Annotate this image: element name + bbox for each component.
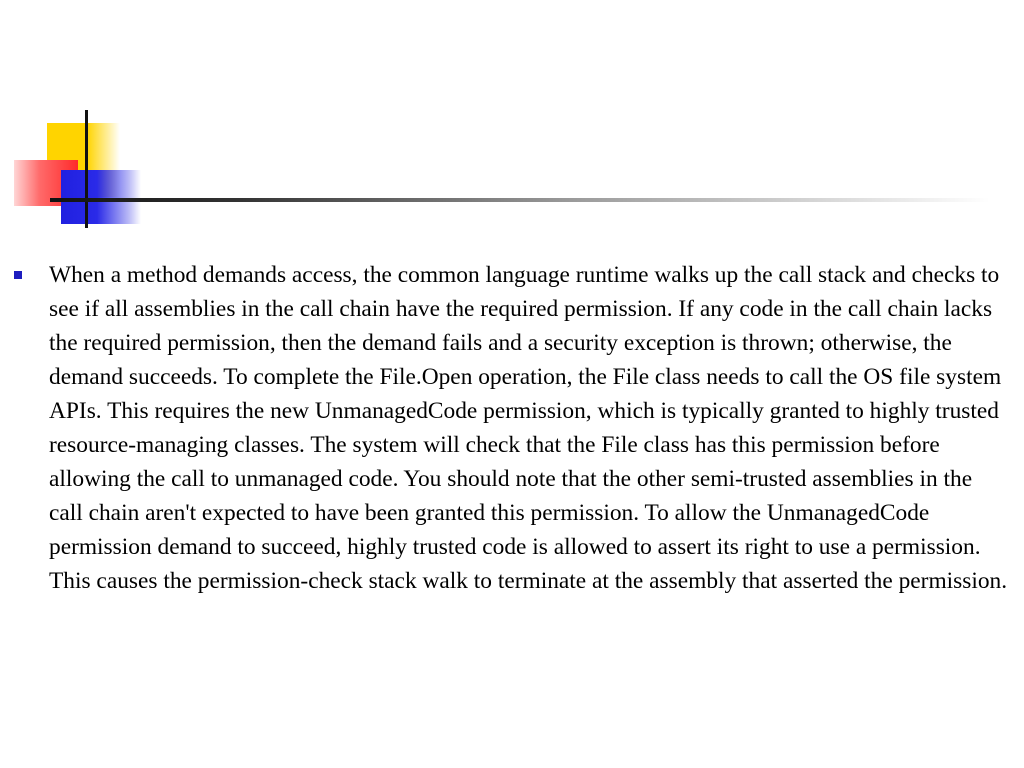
slide-body [14, 258, 1014, 598]
decor-vertical-line [85, 110, 88, 228]
decor-horizontal-rule [50, 198, 990, 202]
square-bullet-icon [14, 271, 22, 279]
bullet-item [14, 258, 1014, 598]
decor-blue-square [61, 170, 141, 224]
bullet-text: When a method demands access, the common language runtime walks up the call stack and checks to see if all assemblies in the call chain have the required permission. If any code in the call chain lacks the required permission, then the demand fails and a security exception is thrown; otherwise, the demand succeeds. To complete the File.Open operation, the File class needs to call the OS file system APIs. This requires the new UnmanagedCode permission, which is typically granted to highly trusted resource-managing classes. The system will check that the File class has this permission before allowing the call to unmanaged code. You should note that the other semi-trusted assemblies in the call chain aren't expected to have been granted this permission. To allow the UnmanagedCode permission demand to succeed, highly trusted code is allowed to assert its right to use a permission. This causes the permission-check stack walk to terminate at the assembly that asserted the permission. [49, 262, 1008, 594]
